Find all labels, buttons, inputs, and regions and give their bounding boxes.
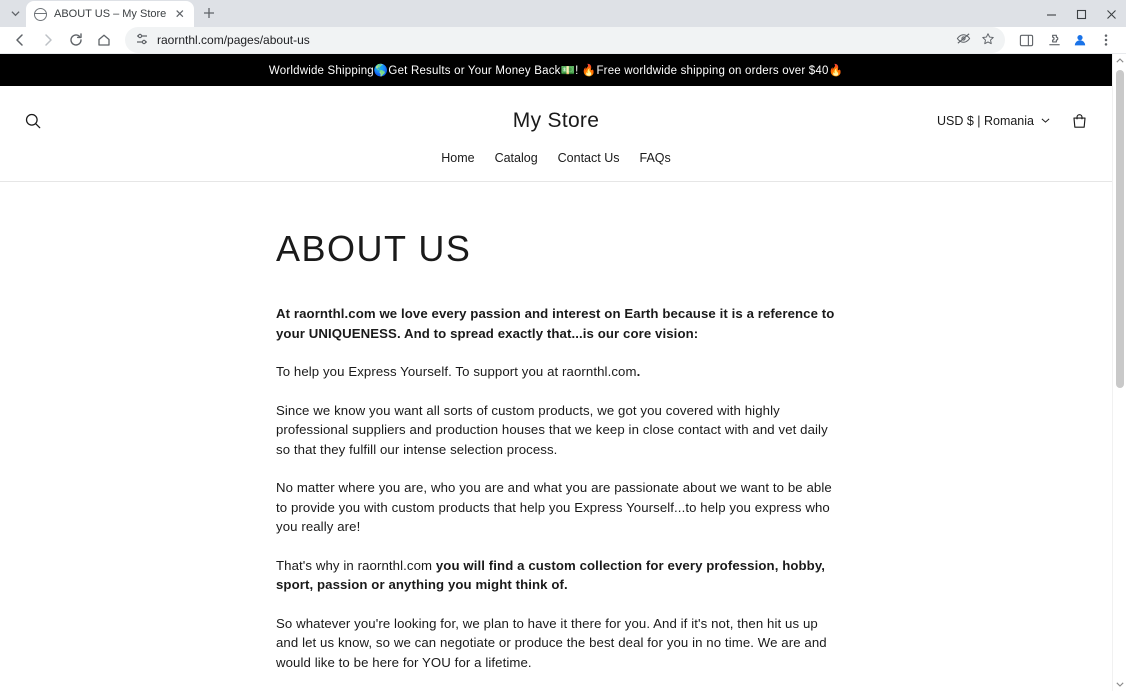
nav-item-home[interactable]: Home bbox=[441, 151, 475, 165]
tab-strip bbox=[0, 0, 1126, 27]
nav-item-catalog[interactable]: Catalog bbox=[494, 151, 538, 165]
scrollbar-thumb[interactable] bbox=[1116, 70, 1124, 388]
scroll-up-arrow-icon[interactable] bbox=[1113, 54, 1126, 68]
paragraph-express-yourself: No matter where you are, who you are and what you are passionate about we want to be able to provide you with custom products that help you Express Yourself...to help you express who you really are! bbox=[276, 480, 832, 535]
globe-icon bbox=[34, 8, 47, 21]
search-icon[interactable] bbox=[22, 110, 44, 132]
extensions-icon[interactable] bbox=[1041, 27, 1067, 53]
paragraph-collection: That's why in raornthl.com you will find a custom collection for every profession, hobby, sport, passion or anything you might think of. bbox=[276, 557, 826, 593]
page-content bbox=[0, 228, 1112, 672]
scroll-down-arrow-icon[interactable] bbox=[1113, 677, 1126, 691]
address-bar[interactable] bbox=[125, 27, 1005, 53]
browser-toolbar bbox=[0, 27, 1126, 54]
paragraph-suppliers: Since we know you want all sorts of custom products, we got you covered with highly professional suppliers and production houses that we keep in close contact with and vet daily so that they fulfill our intense selection process. bbox=[276, 402, 828, 457]
announcement-bar: Worldwide Shipping🌎Get Results or Your Money Back💵! 🔥Free worldwide shipping on orders over $40🔥 bbox=[0, 54, 1112, 86]
avatar-icon[interactable] bbox=[1069, 29, 1091, 51]
currency-selector[interactable] bbox=[937, 114, 1050, 128]
minimize-button[interactable] bbox=[1036, 0, 1066, 28]
window-controls bbox=[1036, 0, 1126, 28]
close-window-button[interactable] bbox=[1096, 0, 1126, 28]
page-scrollbar[interactable] bbox=[1112, 54, 1126, 691]
store-title: My Store bbox=[512, 109, 600, 132]
paragraph-closing: So whatever you're looking for, we plan to have it there for you. And if it's not, then hit us up and let us know, so we can negotiate or produce the best deal for you in no time. We are and would like to be here for YOU for a lifetime. bbox=[276, 615, 827, 670]
reload-icon[interactable] bbox=[63, 27, 89, 53]
about-body bbox=[276, 304, 836, 672]
tab-title: ABOUT US – My Store bbox=[54, 8, 167, 20]
three-dots-icon[interactable] bbox=[1093, 27, 1119, 53]
main-navigation bbox=[0, 138, 1112, 182]
nav-item-contact-us[interactable]: Contact Us bbox=[557, 151, 620, 165]
star-icon[interactable] bbox=[981, 32, 995, 49]
shopping-bag-icon[interactable] bbox=[1068, 110, 1090, 132]
page-viewport bbox=[0, 54, 1126, 691]
browser-tab[interactable] bbox=[26, 1, 194, 27]
tune-icon[interactable] bbox=[135, 32, 149, 49]
site-header bbox=[0, 86, 1112, 138]
url-text: raornthl.com/pages/about-us bbox=[157, 33, 310, 47]
nav-item-faqs[interactable]: FAQs bbox=[639, 151, 671, 165]
tab-search-icon[interactable] bbox=[4, 2, 26, 24]
toolbar-right-actions bbox=[1013, 27, 1119, 53]
back-arrow-icon[interactable] bbox=[7, 27, 33, 53]
close-icon[interactable]: ✕ bbox=[174, 7, 185, 21]
side-panel-icon[interactable] bbox=[1013, 27, 1039, 53]
paragraph-vision: At raornthl.com we love every passion and interest on Earth because it is a reference to your UNIQUENESS. And to spread exactly that...is our core vision: bbox=[276, 306, 835, 341]
maximize-button[interactable] bbox=[1066, 0, 1096, 28]
forward-arrow-icon[interactable] bbox=[35, 27, 61, 53]
web-page bbox=[0, 54, 1112, 691]
chevron-down-icon bbox=[1041, 114, 1050, 128]
home-icon[interactable] bbox=[91, 27, 117, 53]
new-tab-button[interactable] bbox=[196, 0, 222, 26]
eye-slash-icon[interactable] bbox=[956, 31, 971, 49]
paragraph-mission: To help you Express Yourself. To support you at raornthl.com. bbox=[276, 364, 641, 380]
currency-label: USD $ | Romania bbox=[936, 114, 1034, 128]
page-title: ABOUT US bbox=[276, 228, 472, 269]
